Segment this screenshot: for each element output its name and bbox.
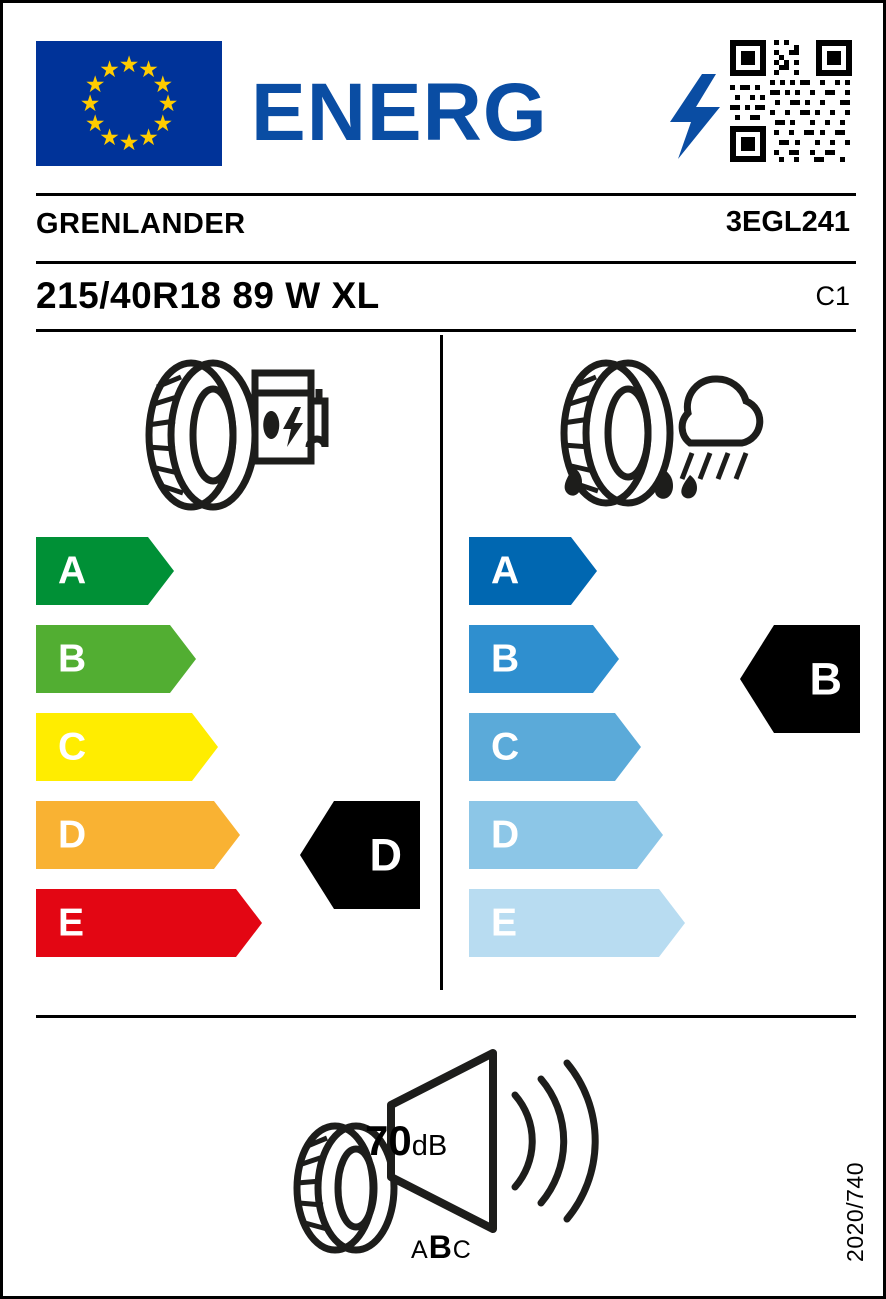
wet-grade-a (469, 537, 597, 605)
tyre-rain-cloud-icon (538, 355, 788, 525)
eu-star-icon: ★ (79, 90, 101, 116)
fuel-grade-d-label: D (58, 813, 87, 857)
fuel-grade-a-label: A (58, 549, 87, 593)
fuel-grade-e-label: E (58, 901, 85, 945)
fuel-grade-c (36, 713, 218, 781)
eu-star-icon: ★ (99, 56, 120, 83)
noise-class-c: C (452, 1236, 472, 1264)
noise-class-scale (411, 1229, 472, 1266)
noise-class-b-selected: B (428, 1229, 453, 1265)
wet-grip-result (740, 625, 860, 733)
eu-star-icon: ★ (152, 70, 174, 97)
label-header (36, 36, 856, 172)
noise-value (365, 1117, 447, 1165)
wet-grade-c (469, 713, 641, 781)
eu-star-icon: ★ (152, 109, 174, 136)
wet-grade-d-label: D (491, 813, 520, 857)
lightning-bolt-icon (664, 74, 724, 159)
eu-star-icon: ★ (138, 56, 159, 83)
brand-name: GRENLANDER (36, 208, 246, 240)
wet-grade-a-label: A (491, 549, 520, 593)
eu-star-icon: ★ (157, 90, 179, 116)
eu-star-icon: ★ (138, 123, 159, 150)
wet-grade-b (469, 625, 619, 693)
column-divider (440, 335, 443, 990)
fuel-grade-e (36, 889, 262, 957)
fuel-efficiency-result (300, 801, 420, 909)
eu-star-icon: ★ (84, 109, 106, 136)
tyre-size: 215/40R18 89 W XL (36, 275, 380, 316)
divider (36, 261, 856, 264)
wet-grade-c-label: C (491, 725, 520, 769)
fuel-efficiency-result-label: D (369, 829, 402, 881)
eu-star-icon: ★ (118, 51, 140, 77)
eu-star-icon: ★ (99, 123, 120, 150)
divider (36, 193, 856, 196)
noise-decibels: 70 (365, 1117, 412, 1164)
wet-grip-result-label: B (809, 653, 842, 705)
fuel-grade-a (36, 537, 174, 605)
wet-grade-b-label: B (491, 637, 520, 681)
regulation-code: 2020/740 (842, 1162, 868, 1262)
fuel-grade-b-label: B (58, 637, 87, 681)
fuel-grade-b (36, 625, 196, 693)
eu-star-icon: ★ (118, 129, 140, 155)
wet-grade-d (469, 801, 663, 869)
noise-unit: dB (411, 1130, 448, 1162)
tyre-fuel-pump-icon (123, 355, 333, 520)
divider (36, 1015, 856, 1018)
qr-code-icon (726, 36, 856, 166)
fuel-grade-c-label: C (58, 725, 87, 769)
noise-class-a: A (411, 1236, 429, 1264)
eu-flag-icon (36, 41, 222, 166)
page-title: ENERG (251, 67, 548, 158)
noise-section (283, 1043, 613, 1268)
wet-grade-e-label: E (491, 901, 518, 945)
wet-grade-e (469, 889, 685, 957)
sku-code: 3EGL241 (725, 206, 850, 238)
divider (36, 329, 856, 332)
fuel-grade-d (36, 801, 240, 869)
eu-star-icon: ★ (84, 70, 106, 97)
tyre-class: C1 (815, 281, 850, 311)
